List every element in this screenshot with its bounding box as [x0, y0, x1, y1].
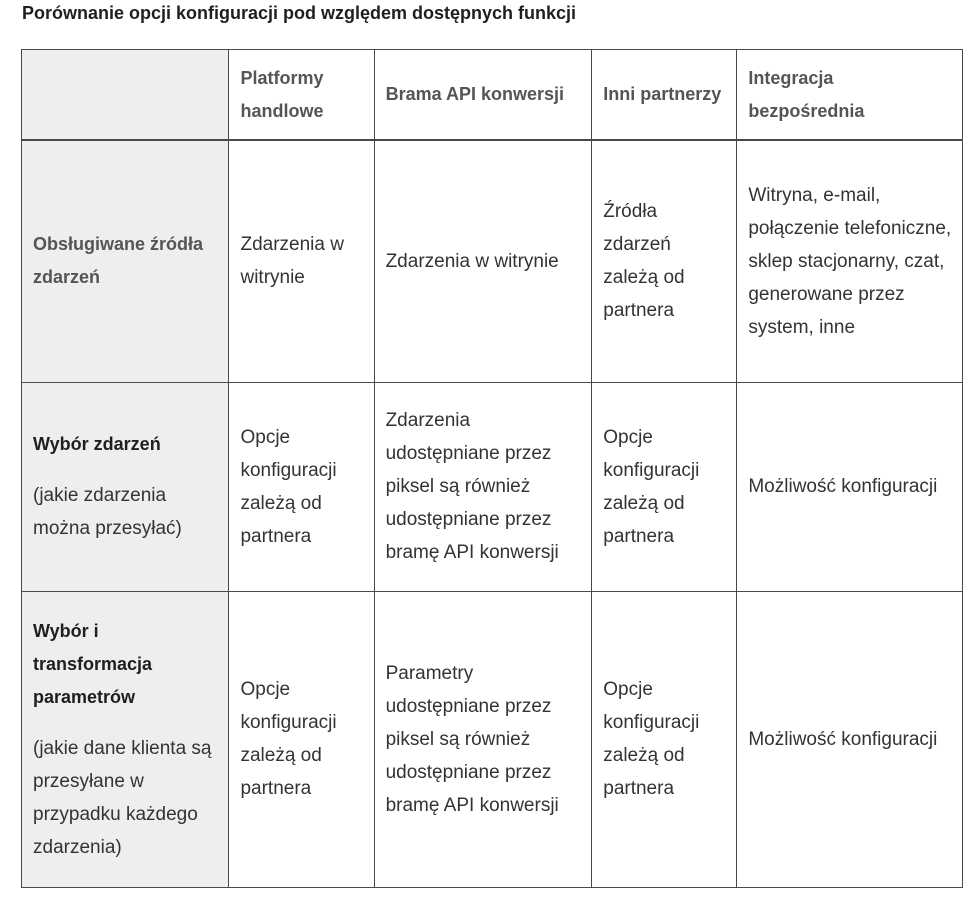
table-cell: Opcje konfiguracji zależą od partnera [592, 591, 737, 887]
page-title: Porównanie opcji konfiguracji pod względem dostępnych funkcji [22, 3, 577, 23]
column-header-empty [22, 50, 229, 141]
row-header-note: (jakie zdarzenia można przesyłać) [33, 485, 182, 539]
comparison-table [21, 49, 963, 888]
column-header-conversions-api-gateway: Brama API konwersji [374, 50, 592, 141]
row-header-event-selection [22, 382, 229, 591]
table-cell: Źródła zdarzeń zależą od partnera [592, 140, 737, 382]
table-cell: Parametry udostępniane przez piksel są również udostępniane przez bramę API konwersji [374, 591, 592, 887]
table-cell: Możliwość konfiguracji [737, 591, 963, 887]
row-header-label: Wybór i transformacja parametrów [33, 620, 153, 707]
table-cell: Opcje konfiguracji zależą od partnera [229, 591, 374, 887]
row-header-label: Wybór zdarzeń [33, 434, 161, 454]
column-header-direct-integration: Integracja bezpośrednia [737, 50, 963, 141]
table-header-row [22, 50, 963, 141]
table-cell: Możliwość konfiguracji [737, 382, 963, 591]
row-header-note: (jakie dane klienta są przesyłane w przypadku każdego zdarzenia) [33, 737, 212, 858]
table-cell: Zdarzenia w witrynie [229, 140, 374, 382]
table-cell: Zdarzenia udostępniane przez piksel są również udostępniane przez bramę API konwersji [374, 382, 592, 591]
table-row [22, 140, 963, 382]
column-header-other-partners: Inni partnerzy [592, 50, 737, 141]
table-cell: Opcje konfiguracji zależą od partnera [229, 382, 374, 591]
row-header-event-sources [22, 140, 229, 382]
row-header-parameter-selection [22, 591, 229, 887]
table-cell: Opcje konfiguracji zależą od partnera [592, 382, 737, 591]
table-cell: Zdarzenia w witrynie [374, 140, 592, 382]
column-header-commerce-platforms: Platformy handlowe [229, 50, 374, 141]
table-row [22, 382, 963, 591]
table-row [22, 591, 963, 887]
table-cell: Witryna, e-mail, połączenie telefoniczne, sklep stacjonarny, czat, generowane przez system, inne [737, 140, 963, 382]
row-header-label: Obsługiwane źródła zdarzeń [33, 234, 204, 288]
